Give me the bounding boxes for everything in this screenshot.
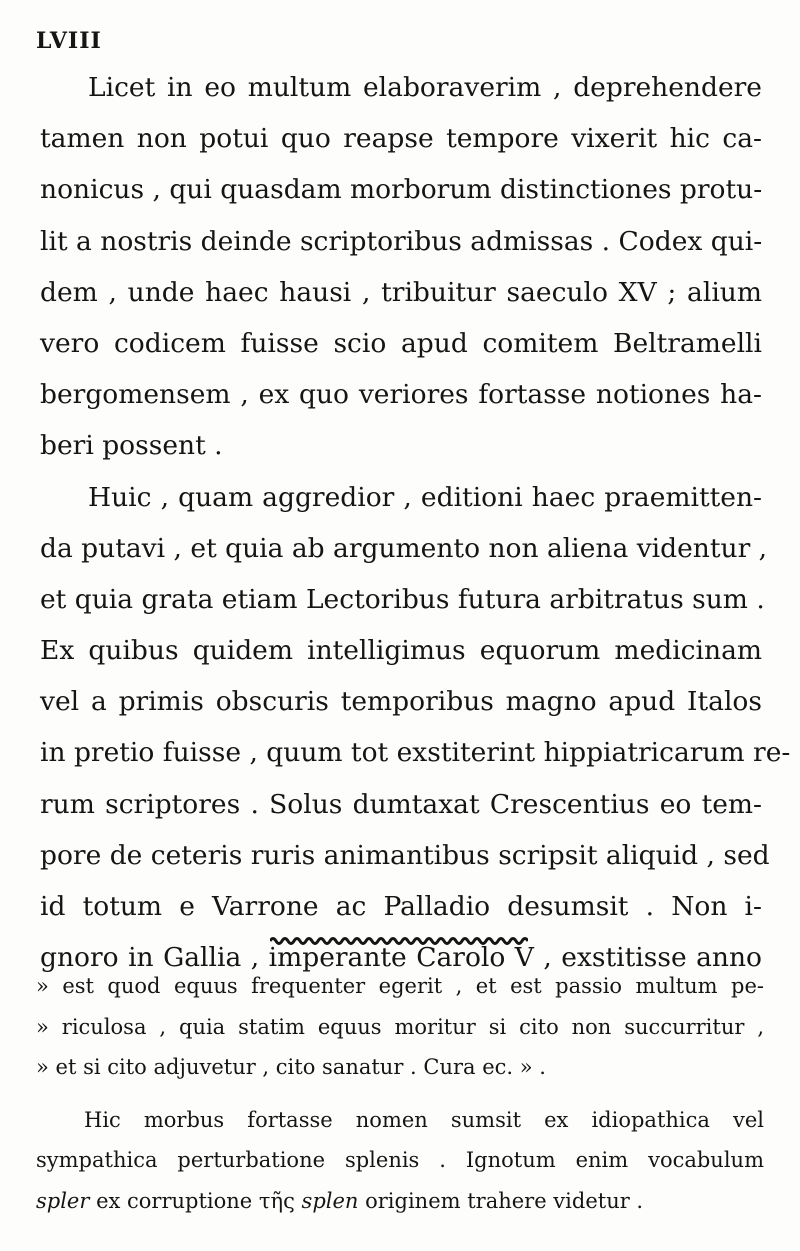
footnote-commentary-line <box>36 1181 764 1222</box>
footnote-quote-line: » et si cito adjuvetur , cito sanatur . Cura ec. » . <box>36 1055 546 1079</box>
footnote-commentary-line: Hic morbus fortasse nomen sumsit ex idiopathica vel <box>84 1107 764 1132</box>
text-line: da putavi , et quia ab argumento non aliena videntur , <box>40 532 768 564</box>
text-line: nonicus , qui quasdam morborum distinctiones protu- <box>40 174 763 206</box>
footnote <box>36 966 764 1221</box>
paragraph-2 <box>40 472 791 984</box>
text-line: rum scriptores . Solus dumtaxat Crescentius eo tem- <box>40 788 762 820</box>
text-line: vel a primis obscuris temporibus magno apud Italos <box>40 686 762 718</box>
text-line: tamen non potui quo reapse tempore vixerit hic ca- <box>40 123 762 155</box>
text-line: dem , unde haec hausi , tribuitur saeculo XV ; alium <box>40 276 762 308</box>
text-line: Ex quibus quidem intelligimus equorum medicinam <box>40 635 762 667</box>
footnote-quote-line: » est quod equus frequenter egerit , et est passio multum pe- <box>36 974 764 998</box>
text-line: bergomensem , ex quo veriores fortasse notiones ha- <box>40 379 762 411</box>
paragraph-1 <box>40 62 762 472</box>
text-span: ex corruptione τῆς <box>89 1188 302 1213</box>
footnote-quote-line: » riculosa , quia statim equus moritur si cito non succurritur , <box>36 1014 764 1039</box>
italic-word: spler <box>36 1188 90 1213</box>
text-line: in pretio fuisse , quum tot exstiterint hippiatricarum re- <box>40 737 791 769</box>
text-line: pore de ceteris ruris animantibus scripsit aliquid , sed <box>40 839 770 871</box>
text-line: et quia grata etiam Lectoribus futura arbitratus sum . <box>40 583 765 615</box>
text-line: beri possent . <box>40 430 223 462</box>
text-line: vero codicem fuisse scio apud comitem Beltramelli <box>40 327 762 359</box>
text-span: originem trahere videtur . <box>358 1188 644 1213</box>
text-line: Licet in eo multum elaboraverim , deprehendere <box>88 72 762 103</box>
page-number: LVIII <box>36 28 102 54</box>
text-line: lit a nostris deinde scriptoribus admissas . Codex qui- <box>40 225 763 257</box>
footnote-separator-rule <box>270 934 528 948</box>
text-line: Huic , quam aggredior , editioni haec praemitten- <box>88 481 762 513</box>
italic-word: splen <box>301 1188 359 1213</box>
text-line: id totum e Varrone ac Palladio desumsit . Non i- <box>40 891 762 922</box>
main-text <box>40 62 791 983</box>
footnote-commentary-line: sympathica perturbatione splenis . Ignotum enim vocabulum <box>36 1148 764 1172</box>
text-line: gnoro in Gallia , imperante Carolo V , exstitisse anno <box>40 942 762 974</box>
